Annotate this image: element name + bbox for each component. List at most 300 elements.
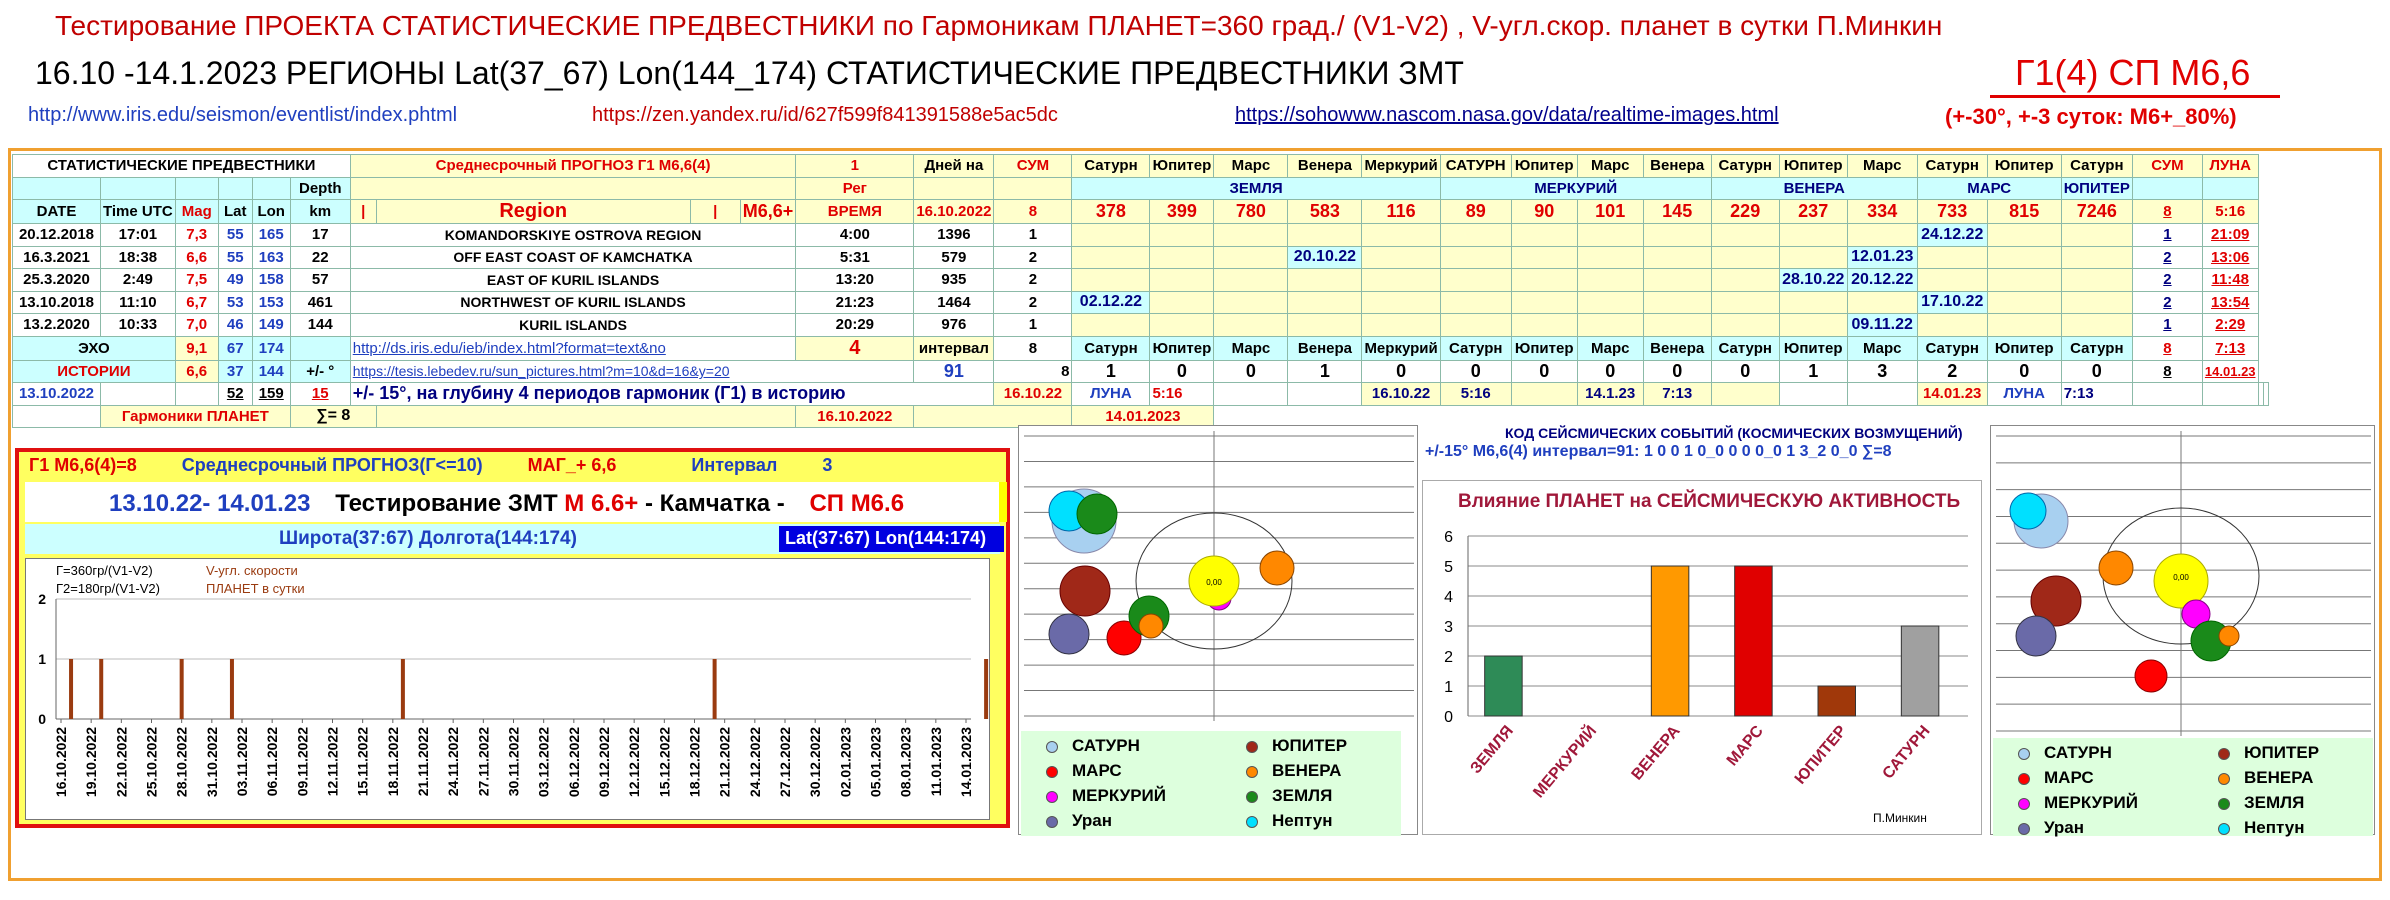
speed-value: 90 xyxy=(1511,200,1577,224)
event-mark xyxy=(1917,314,1987,337)
center-label: 0,00 xyxy=(1206,578,1222,587)
event-mark xyxy=(1440,269,1511,292)
history-value: 0 xyxy=(1577,360,1643,383)
event-mark: 28.10.22 xyxy=(1779,269,1847,292)
planet-header: Сатурн xyxy=(2061,155,2132,178)
event-mark xyxy=(1643,314,1711,337)
x-tick-label: 09.12.2022 xyxy=(596,727,612,798)
y-tick-label: 4 xyxy=(1444,589,1453,606)
event-mark xyxy=(1362,224,1440,247)
harmonic-spike xyxy=(401,659,405,719)
legend-swatch xyxy=(2018,773,2030,785)
echo-mag: 9,1 xyxy=(175,336,218,360)
event-date: 25.3.2020 xyxy=(13,269,101,292)
foot-luna1: ЛУНА xyxy=(1072,383,1150,406)
sum-value-2: 8 xyxy=(2132,200,2202,224)
event-mark: 20.10.22 xyxy=(1288,246,1362,269)
blank-cell xyxy=(2132,383,2202,406)
link-yandex[interactable]: https://zen.yandex.ru/id/627f599f841391588e5ac5dc xyxy=(592,104,1058,126)
history-lon: 144 xyxy=(252,360,290,383)
orbit-svg-1 xyxy=(1019,426,1419,726)
blank-cell xyxy=(2202,177,2258,200)
event-sum: 2 xyxy=(994,291,1072,314)
event-mark xyxy=(1643,224,1711,247)
x-tick-label: 18.11.2022 xyxy=(384,727,401,797)
planet-header: Юпитер xyxy=(1511,155,1577,178)
legend-v2: ПЛАНЕТ в сутки xyxy=(206,581,305,596)
event-region: EAST OF KURIL ISLANDS xyxy=(350,269,796,292)
legend-entry xyxy=(2018,818,2084,838)
event-mark xyxy=(1711,291,1779,314)
foot-t4: 7:13 xyxy=(2061,383,2132,406)
title-mid: Тестирование ЗМТ xyxy=(335,490,558,517)
legend-swatch xyxy=(2018,823,2030,835)
legend-label: САТУРН xyxy=(1072,736,1140,755)
event-mark: 24.12.22 xyxy=(1917,224,1987,247)
legend-g1: Г=360гр/(V1-V2) xyxy=(56,563,153,578)
legend-swatch xyxy=(1046,766,1058,778)
speed-value: 780 xyxy=(1214,200,1288,224)
event-mark xyxy=(1847,291,1917,314)
x-tick-label: 15.11.2022 xyxy=(354,727,371,797)
echo-lat: 67 xyxy=(218,336,252,360)
legend-entry xyxy=(2218,768,2313,788)
x-tick-label: 27.12.2022 xyxy=(777,727,793,798)
moon-header: ЛУНА xyxy=(2202,155,2258,178)
event-mark: 12.01.23 xyxy=(1847,246,1917,269)
garm-d1: 16.10.2022 xyxy=(796,405,914,428)
speed-value: 89 xyxy=(1440,200,1511,224)
event-time: 2:49 xyxy=(101,269,176,292)
bar-марс xyxy=(1735,566,1773,716)
x-tick-label: 08.01.2023 xyxy=(897,727,914,798)
event-moon: 21:09 xyxy=(2202,224,2258,247)
venus-bubble xyxy=(2099,551,2133,585)
venus-bubble xyxy=(1139,614,1163,638)
event-mark xyxy=(1288,291,1362,314)
event-mark xyxy=(1577,314,1643,337)
harmonic-spike xyxy=(713,659,717,719)
orbit-legend-1 xyxy=(1021,731,1401,836)
event-mark xyxy=(1362,291,1440,314)
event-mark xyxy=(1643,291,1711,314)
y-tick-label: 2 xyxy=(1444,649,1453,666)
y-tick-label: 5 xyxy=(1444,559,1453,576)
blank-cell xyxy=(914,177,994,200)
mag-label: МАГ_+ 6,6 xyxy=(527,455,617,475)
event-time: 11:10 xyxy=(101,291,176,314)
event-date: 13.10.2018 xyxy=(13,291,101,314)
history-interval: 91 xyxy=(914,360,994,383)
legend-swatch xyxy=(2218,823,2230,835)
planet-label: Юпитер xyxy=(1150,336,1214,360)
event-mark xyxy=(1150,291,1214,314)
iris-link[interactable]: http://ds.iris.edu/ieb/index.html?format=text&no xyxy=(350,336,796,360)
influence-title: Влияние ПЛАНЕТ на СЕЙСМИЧЕСКУЮ АКТИВНОСТЬ xyxy=(1458,491,1961,512)
legend-swatch xyxy=(2018,748,2030,760)
x-tick-label: 12.11.2022 xyxy=(324,727,341,797)
link-soho[interactable]: https://sohowww.nascom.nasa.gov/data/realtime-images.html xyxy=(1235,104,1779,126)
time-header: Time UTC xyxy=(101,200,176,224)
reg-header: Рег xyxy=(796,177,914,200)
legend-swatch xyxy=(1246,816,1258,828)
legend-swatch xyxy=(2218,773,2230,785)
event-depth: 144 xyxy=(290,314,350,337)
event-lon: 149 xyxy=(252,314,290,337)
planet-label: Сатурн xyxy=(2061,336,2132,360)
event-mark xyxy=(1987,246,2061,269)
history-sum-2: 8 xyxy=(2132,360,2202,383)
planet-label: Сатурн xyxy=(1440,336,1511,360)
event-days: 1396 xyxy=(914,224,994,247)
time-col-header: ВРЕМЯ xyxy=(796,200,914,224)
y-tick-label: 3 xyxy=(1444,619,1453,636)
events-table xyxy=(12,154,2269,428)
speed-value: 237 xyxy=(1779,200,1847,224)
event-region: KOMANDORSKIYE OSTROVA REGION xyxy=(350,224,796,247)
event-mark xyxy=(1214,269,1288,292)
title-dates: 13.10.22- 14.01.23 xyxy=(109,490,311,517)
blank-cell xyxy=(101,383,176,406)
event-mark xyxy=(2061,314,2132,337)
event-mark xyxy=(1711,224,1779,247)
history-value: 0 xyxy=(1511,360,1577,383)
legend-swatch xyxy=(2218,748,2230,760)
event-rt: 13:20 xyxy=(796,269,914,292)
event-mark xyxy=(1288,224,1362,247)
history-label: ИСТОРИИ xyxy=(13,360,176,383)
x-tick-label: 28.10.2022 xyxy=(173,727,190,798)
legend-entry xyxy=(1046,811,1112,831)
event-lon: 153 xyxy=(252,291,290,314)
forecast-header: Среднесрочный ПРОГНОЗ Г1 М6,6(4) xyxy=(350,155,796,178)
x-tick-label: 19.10.2022 xyxy=(83,727,100,798)
x-tick-label: 11.01.2023 xyxy=(927,727,944,797)
tesis-link[interactable]: https://tesis.lebedev.ru/sun_pictures.html?m=10&d=16&y=20 xyxy=(350,360,914,383)
legend-label: МАРС xyxy=(1072,761,1122,780)
event-mark xyxy=(1511,246,1577,269)
event-mark xyxy=(1847,224,1917,247)
harmonic-spike xyxy=(180,659,184,719)
speed-value: 145 xyxy=(1643,200,1711,224)
event-mark xyxy=(1711,269,1779,292)
event-mark xyxy=(1577,224,1643,247)
planet-header: Марс xyxy=(1847,155,1917,178)
depth-header: Depth xyxy=(290,177,350,200)
history-value: 0 xyxy=(1987,360,2061,383)
planet-header: САТУРН xyxy=(1440,155,1511,178)
region-sep: | xyxy=(690,200,740,224)
code-title: КОД СЕЙСМИЧЕСКИХ СОБЫТИЙ (КОСМИЧЕСКИХ ВОЗМУЩЕНИЙ) xyxy=(1505,425,1963,441)
foot-t1: 5:16 xyxy=(1150,383,1214,406)
event-mark xyxy=(1643,246,1711,269)
blank-cell xyxy=(218,177,252,200)
event-sum: 1 xyxy=(994,224,1072,247)
event-moon: 13:06 xyxy=(2202,246,2258,269)
bar-юпитер xyxy=(1818,686,1856,716)
orbit-svg-2 xyxy=(1991,426,2376,741)
blank-cell xyxy=(175,383,218,406)
event-time: 10:33 xyxy=(101,314,176,337)
planet-header: Меркурий xyxy=(1362,155,1440,178)
x-tick-label: МАРС xyxy=(1723,722,1767,770)
speed-value: 101 xyxy=(1577,200,1643,224)
event-moon: 11:48 xyxy=(2202,269,2258,292)
event-lat: 49 xyxy=(218,269,252,292)
planet-label: Марс xyxy=(1847,336,1917,360)
event-moon: 13:54 xyxy=(2202,291,2258,314)
foot-d2: 16.10.22 xyxy=(1362,383,1440,406)
sum-value: 8 xyxy=(994,200,1072,224)
event-mark xyxy=(1214,314,1288,337)
orbit-panel-1 xyxy=(1018,425,1418,835)
legend-entry xyxy=(2218,793,2304,813)
lon-header: Lon xyxy=(252,200,290,224)
event-mark xyxy=(2061,269,2132,292)
event-mark xyxy=(1511,269,1577,292)
foot-b: 159 xyxy=(252,383,290,406)
sum-header: СУМ xyxy=(994,155,1072,178)
echo-sum: 8 xyxy=(994,336,1072,360)
history-value: 1 xyxy=(1288,360,1362,383)
garm-sum: ∑= 8 xyxy=(290,405,376,428)
speed-value: 399 xyxy=(1150,200,1214,224)
event-mark xyxy=(1643,269,1711,292)
lat-header: Lat xyxy=(218,200,252,224)
planet-header: Сатурн xyxy=(1711,155,1779,178)
group-mercury: МЕРКУРИЙ xyxy=(1440,177,1711,200)
history-moon: 14.01.23 xyxy=(2202,360,2258,383)
foot-c: 15 xyxy=(290,383,350,406)
x-tick-label: 30.11.2022 xyxy=(505,727,522,797)
m66-header: М6,6+ xyxy=(740,200,796,224)
legend-swatch xyxy=(1046,816,1058,828)
date-on: 16.10.2022 xyxy=(914,200,994,224)
event-days: 579 xyxy=(914,246,994,269)
legend-entry xyxy=(1046,736,1140,756)
speed-value: 116 xyxy=(1362,200,1440,224)
x-tick-label: 06.12.2022 xyxy=(565,727,582,798)
event-date: 13.2.2020 xyxy=(13,314,101,337)
event-moon: 2:29 xyxy=(2202,314,2258,337)
date-header: DATE xyxy=(13,200,101,224)
history-value: 0 xyxy=(1440,360,1511,383)
history-value: 0 xyxy=(1643,360,1711,383)
interval-value: 3 xyxy=(822,455,833,475)
harmonic-spike xyxy=(99,659,103,719)
legend-swatch xyxy=(1246,741,1258,753)
event-mark xyxy=(1214,291,1288,314)
badge-underline xyxy=(1990,95,2280,98)
event-mark xyxy=(1440,314,1511,337)
event-sum: 2 xyxy=(994,269,1072,292)
planet-label: Марс xyxy=(1577,336,1643,360)
event-time: 17:01 xyxy=(101,224,176,247)
bar-венера xyxy=(1651,566,1688,716)
planet-label: Юпитер xyxy=(1779,336,1847,360)
blank-cell xyxy=(13,177,101,200)
x-tick-label: САТУРН xyxy=(1879,722,1934,783)
event-depth: 22 xyxy=(290,246,350,269)
event-mark xyxy=(1072,246,1150,269)
history-lat: 37 xyxy=(218,360,252,383)
x-tick-label: 21.12.2022 xyxy=(716,727,733,798)
y-tick-label: 0 xyxy=(1444,709,1453,726)
event-mark xyxy=(1577,291,1643,314)
jupiter-bubble xyxy=(1060,566,1110,616)
history-value: 1 xyxy=(1072,360,1150,383)
blank-cell xyxy=(1511,383,1577,406)
table-title: СТАТИСТИЧЕСКИЕ ПРЕДВЕСТНИКИ xyxy=(13,155,351,178)
km-header: km xyxy=(290,200,350,224)
event-mark: 17.10.22 xyxy=(1917,291,1987,314)
event-mag: 7,0 xyxy=(175,314,218,337)
sum-header-2: СУМ xyxy=(2132,155,2202,178)
planet-label: Марс xyxy=(1214,336,1288,360)
event-mark xyxy=(1362,246,1440,269)
planet-label: Венера xyxy=(1643,336,1711,360)
planet-header: Сатурн xyxy=(1072,155,1150,178)
event-mark xyxy=(1577,269,1643,292)
event-lat: 53 xyxy=(218,291,252,314)
legend-label: ЗЕМЛЯ xyxy=(1272,786,1333,805)
venus-2-bubble xyxy=(1260,551,1294,585)
foot-t3: 7:13 xyxy=(1643,383,1711,406)
uranus-bubble xyxy=(1049,614,1089,654)
x-tick-label: 24.11.2022 xyxy=(445,727,462,797)
event-mark xyxy=(1917,269,1987,292)
foot-t2: 5:16 xyxy=(1440,383,1511,406)
interval-label: интервал xyxy=(914,336,994,360)
event-mark xyxy=(1072,224,1150,247)
event-mark xyxy=(2061,291,2132,314)
x-tick-label: 18.12.2022 xyxy=(686,727,703,798)
event-mark xyxy=(1288,269,1362,292)
author: П.Минкин xyxy=(1873,811,1927,825)
bar-земля xyxy=(1485,656,1523,716)
legend-entry xyxy=(1246,811,1332,831)
orbit-legend-2 xyxy=(1993,738,2373,836)
legend-entry xyxy=(1046,786,1166,806)
center-label: 0,00 xyxy=(2173,573,2189,582)
x-tick-label: 06.11.2022 xyxy=(264,727,281,797)
event-mark xyxy=(1214,246,1288,269)
blank-cell xyxy=(13,405,101,428)
legend-label: ВЕНЕРА xyxy=(1272,761,1342,780)
header-note: (+-30°, +-3 суток: М6+_80%) xyxy=(1945,104,2237,129)
planet-label: Сатурн xyxy=(1917,336,1987,360)
event-mag: 7,3 xyxy=(175,224,218,247)
forecast-num: 1 xyxy=(796,155,914,178)
x-tick-label: 12.12.2022 xyxy=(626,727,643,798)
planet-label: Меркурий xyxy=(1362,336,1440,360)
event-date: 16.3.2021 xyxy=(13,246,101,269)
legend-label: Нептун xyxy=(2244,818,2305,837)
event-mark: 02.12.22 xyxy=(1072,291,1150,314)
orbit-panel-2 xyxy=(1990,425,2375,835)
speed-value: 378 xyxy=(1072,200,1150,224)
legend-swatch xyxy=(1246,766,1258,778)
link-iris[interactable]: http://www.iris.edu/seismon/eventlist/index.phtml xyxy=(28,104,458,126)
x-tick-label: ВЕНЕРА xyxy=(1628,722,1684,784)
history-value: 0 xyxy=(1214,360,1288,383)
speed-value: 7246 xyxy=(2061,200,2132,224)
x-tick-label: 14.01.2023 xyxy=(958,727,974,798)
foot-d1: 16.10.22 xyxy=(994,383,1072,406)
venus-2-bubble xyxy=(2219,626,2239,646)
x-tick-label: 27.11.2022 xyxy=(475,727,492,797)
event-mark xyxy=(1511,291,1577,314)
harmonic-spike xyxy=(69,659,73,719)
foot-date: 13.10.2022 xyxy=(13,383,101,406)
event-mark xyxy=(1150,269,1214,292)
title-m: М 6.6+ xyxy=(564,490,639,517)
history-value: 3 xyxy=(1847,360,1917,383)
event-mark xyxy=(1711,314,1779,337)
blank-cell xyxy=(994,177,1072,200)
event-mark xyxy=(1779,291,1847,314)
event-region: KURIL ISLANDS xyxy=(350,314,796,337)
history-sum: 8 xyxy=(994,360,1072,383)
mars-bubble xyxy=(2135,660,2167,692)
panel-title xyxy=(109,490,904,518)
speed-value: 733 xyxy=(1917,200,1987,224)
header-badge: Г1(4) СП М6,6 xyxy=(2015,52,2251,93)
planet-label: Сатурн xyxy=(1711,336,1779,360)
blank-cell xyxy=(376,405,796,428)
legend-swatch xyxy=(2218,798,2230,810)
planet-header: Юпитер xyxy=(1987,155,2061,178)
event-mag: 7,5 xyxy=(175,269,218,292)
event-mark xyxy=(1362,269,1440,292)
event-days: 935 xyxy=(914,269,994,292)
legend-swatch xyxy=(1246,791,1258,803)
blank-cell xyxy=(1779,383,1847,406)
planet-header: Венера xyxy=(1643,155,1711,178)
moon-value: 5:16 xyxy=(2202,200,2258,224)
bar-сатурн xyxy=(1901,626,1939,716)
harmonic-spike xyxy=(230,659,234,719)
x-tick-label: 31.10.2022 xyxy=(203,727,220,798)
event-mark xyxy=(1987,224,2061,247)
group-jupiter: ЮПИТЕР xyxy=(2061,177,2132,200)
event-sum-2: 1 xyxy=(2132,224,2202,247)
legend-swatch xyxy=(1046,741,1058,753)
event-mark xyxy=(1150,224,1214,247)
history-value: 0 xyxy=(1711,360,1779,383)
planet-label: Юпитер xyxy=(1511,336,1577,360)
event-mark xyxy=(1711,246,1779,269)
legend-v1: V-угл. скорости xyxy=(206,563,298,578)
echo-moon: 7:13 xyxy=(2202,336,2258,360)
x-tick-label: 09.11.2022 xyxy=(294,727,311,797)
speed-value: 334 xyxy=(1847,200,1917,224)
event-mark xyxy=(1440,246,1511,269)
event-mark xyxy=(1511,314,1577,337)
event-region: NORTHWEST OF KURIL ISLANDS xyxy=(350,291,796,314)
history-value: 1 xyxy=(1779,360,1847,383)
planet-header: Марс xyxy=(1577,155,1643,178)
history-value: 0 xyxy=(1362,360,1440,383)
speed-value: 583 xyxy=(1288,200,1362,224)
group-earth: ЗЕМЛЯ xyxy=(1072,177,1440,200)
event-depth: 461 xyxy=(290,291,350,314)
mag-header: Mag xyxy=(175,200,218,224)
neptune-bubble xyxy=(2010,493,2046,529)
x-tick-label: 02.01.2023 xyxy=(837,727,854,798)
blank-cell xyxy=(252,177,290,200)
event-date: 20.12.2018 xyxy=(13,224,101,247)
